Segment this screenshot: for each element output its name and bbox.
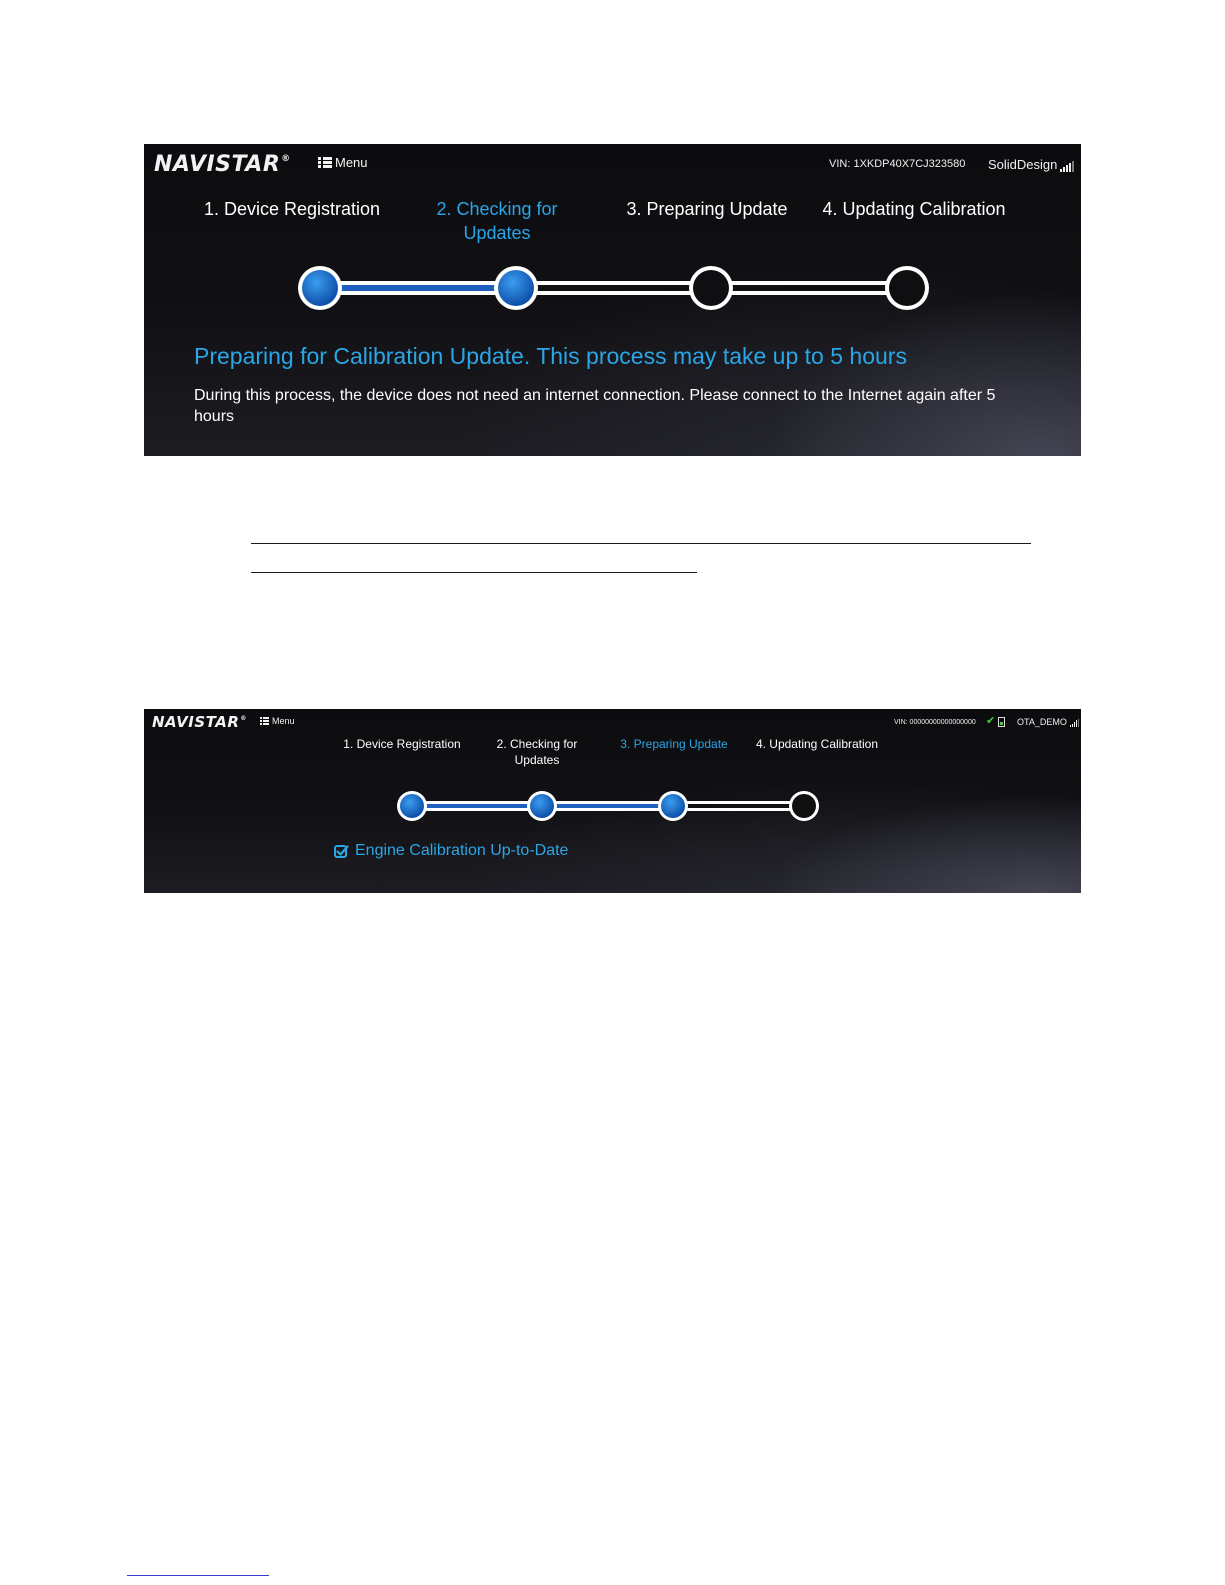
status-title: Preparing for Calibration Update. This process may take up to 5 hours [194,343,907,369]
step-label: 4. Updating Calibration [755,737,879,751]
network-name: OTA_DEMO [1017,717,1067,727]
check-icon: ✔ [986,715,996,727]
step-node-3 [689,266,733,310]
step-node-3 [658,791,688,821]
list-icon [318,157,332,168]
step-label: 3. Preparing Update [626,199,788,219]
navistar-logo[interactable]: NAVISTAR® [154,152,291,177]
step-node-4 [789,791,819,821]
progress-track [392,781,832,831]
step-checking-for-updates [427,197,567,246]
step-label: 3. Preparing Update [620,737,728,751]
divider-line [251,572,697,573]
footer-link-underline[interactable] [127,1575,269,1576]
status-description: During this process, the device does not need an internet connection. Please connect to the Internet again after 5 hours [194,387,996,426]
checkbox-checked-icon [334,844,349,859]
step-node-2 [527,791,557,821]
network-status [988,157,1074,172]
network-status [1017,717,1079,727]
calibration-screen-complete [144,709,1081,893]
step-device-registration [332,736,472,752]
step-preparing-update [612,736,736,752]
step-checking-for-updates [489,736,585,768]
menu-button[interactable] [260,716,295,726]
menu-label: Menu [272,716,295,726]
track-fill [320,285,516,291]
step-node-1 [397,791,427,821]
step-preparing-update [619,197,795,221]
calibration-status [334,842,568,860]
status-icons [986,716,1005,727]
step-label: 2. Checking for Updates [436,199,558,244]
step-node-1 [298,266,342,310]
navistar-logo[interactable]: NAVISTAR® [152,713,247,731]
list-icon [260,717,269,725]
calibration-screen-preparing [144,144,1081,456]
network-name: SolidDesign [988,157,1058,172]
status-message: Engine Calibration Up-to-Date [355,842,569,859]
step-label: 4. Updating Calibration [822,199,1006,219]
step-label: 1. Device Registration [203,199,381,219]
vin-label: VIN: 00000000000000000 [894,719,976,726]
step-updating-calibration [747,736,887,752]
vin-label: VIN: 1XKDP40X7CJ323580 [829,158,966,170]
step-node-4 [885,266,929,310]
battery-icon [998,717,1005,727]
step-device-registration [200,197,384,221]
step-updating-calibration [814,197,1014,221]
signal-icon [1070,719,1079,727]
progress-track [284,254,934,324]
menu-label: Menu [335,155,368,170]
divider-line [251,543,1031,544]
signal-icon [1060,161,1074,172]
step-node-2 [494,266,538,310]
menu-button[interactable] [318,155,368,170]
step-label: 2. Checking for Updates [496,737,578,768]
step-label: 1. Device Registration [343,737,461,751]
